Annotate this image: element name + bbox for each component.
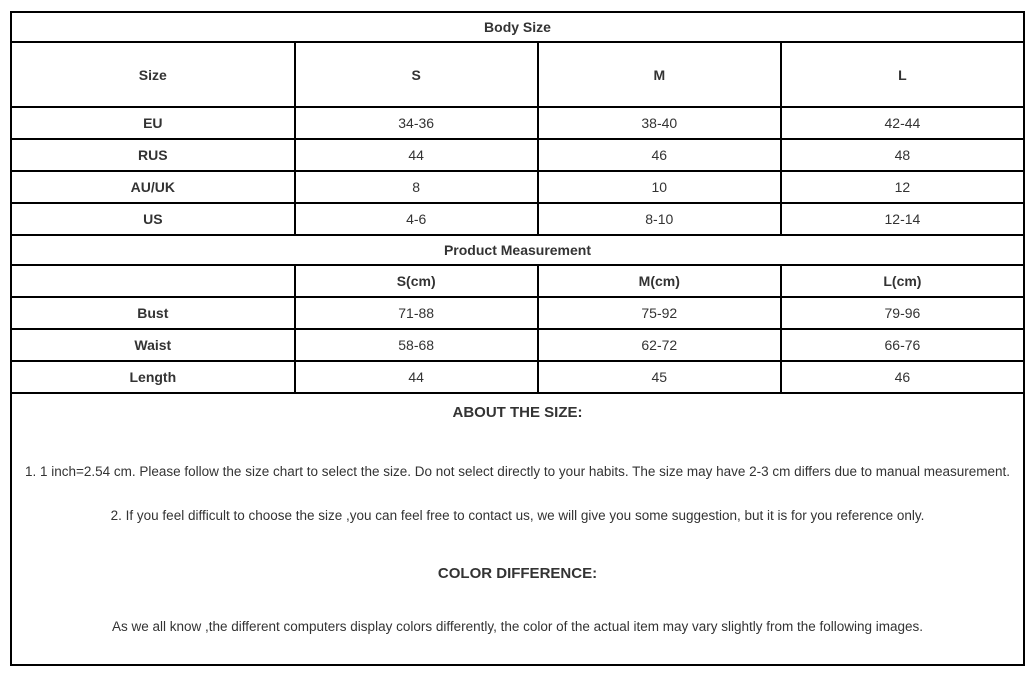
table-cell: 10 (538, 171, 781, 203)
note-line-1: 1. 1 inch=2.54 cm. Please follow the size chart to select the size. Do not select directly to your habits. The size may have 2-3 cm differs due to manual measurement. (24, 464, 1011, 479)
table-cell: 66-76 (781, 329, 1024, 361)
measurement-header-blank (11, 265, 295, 297)
table-cell: 4-6 (295, 203, 538, 235)
column-header-s-cm: S(cm) (295, 265, 538, 297)
table-cell: 46 (781, 361, 1024, 393)
notes-section (11, 393, 1024, 665)
row-label-length: Length (11, 361, 295, 393)
body-size-title: Body Size (11, 12, 1024, 42)
table-cell: 71-88 (295, 297, 538, 329)
table-row (11, 12, 1024, 42)
table-row (11, 361, 1024, 393)
table-cell: 46 (538, 139, 781, 171)
table-cell: 79-96 (781, 297, 1024, 329)
table-row (11, 265, 1024, 297)
table-row (11, 393, 1024, 665)
size-chart-table (10, 11, 1025, 666)
row-label-waist: Waist (11, 329, 295, 361)
table-cell: 44 (295, 139, 538, 171)
row-label-eu: EU (11, 107, 295, 139)
table-cell: 45 (538, 361, 781, 393)
color-difference-title: COLOR DIFFERENCE: (437, 565, 598, 582)
table-cell: 38-40 (538, 107, 781, 139)
column-header-m-cm: M(cm) (538, 265, 781, 297)
table-row (11, 42, 1024, 107)
product-measurement-title: Product Measurement (11, 235, 1024, 265)
row-label-us: US (11, 203, 295, 235)
column-header-s: S (295, 42, 538, 107)
table-row (11, 107, 1024, 139)
row-label-bust: Bust (11, 297, 295, 329)
table-cell: 62-72 (538, 329, 781, 361)
table-row (11, 329, 1024, 361)
table-cell: 58-68 (295, 329, 538, 361)
table-cell: 48 (781, 139, 1024, 171)
table-cell: 44 (295, 361, 538, 393)
row-label-auuk: AU/UK (11, 171, 295, 203)
table-cell: 12-14 (781, 203, 1024, 235)
table-cell: 12 (781, 171, 1024, 203)
table-row (11, 203, 1024, 235)
note-line-2: 2. If you feel difficult to choose the size ,you can feel free to contact us, we will give you some suggestion, but it is for you reference only. (110, 508, 925, 523)
column-header-l: L (781, 42, 1024, 107)
table-cell: 75-92 (538, 297, 781, 329)
row-label-rus: RUS (11, 139, 295, 171)
table-row (11, 171, 1024, 203)
column-header-l-cm: L(cm) (781, 265, 1024, 297)
about-size-title: ABOUT THE SIZE: (452, 404, 583, 421)
table-row (11, 297, 1024, 329)
table-row (11, 235, 1024, 265)
table-cell: 34-36 (295, 107, 538, 139)
size-header-label: Size (11, 42, 295, 107)
table-cell: 8 (295, 171, 538, 203)
column-header-m: M (538, 42, 781, 107)
color-difference-text: As we all know ,the different computers display colors differently, the color of the actual item may vary slightly from the following images. (111, 619, 924, 634)
table-row (11, 139, 1024, 171)
table-cell: 8-10 (538, 203, 781, 235)
table-cell: 42-44 (781, 107, 1024, 139)
